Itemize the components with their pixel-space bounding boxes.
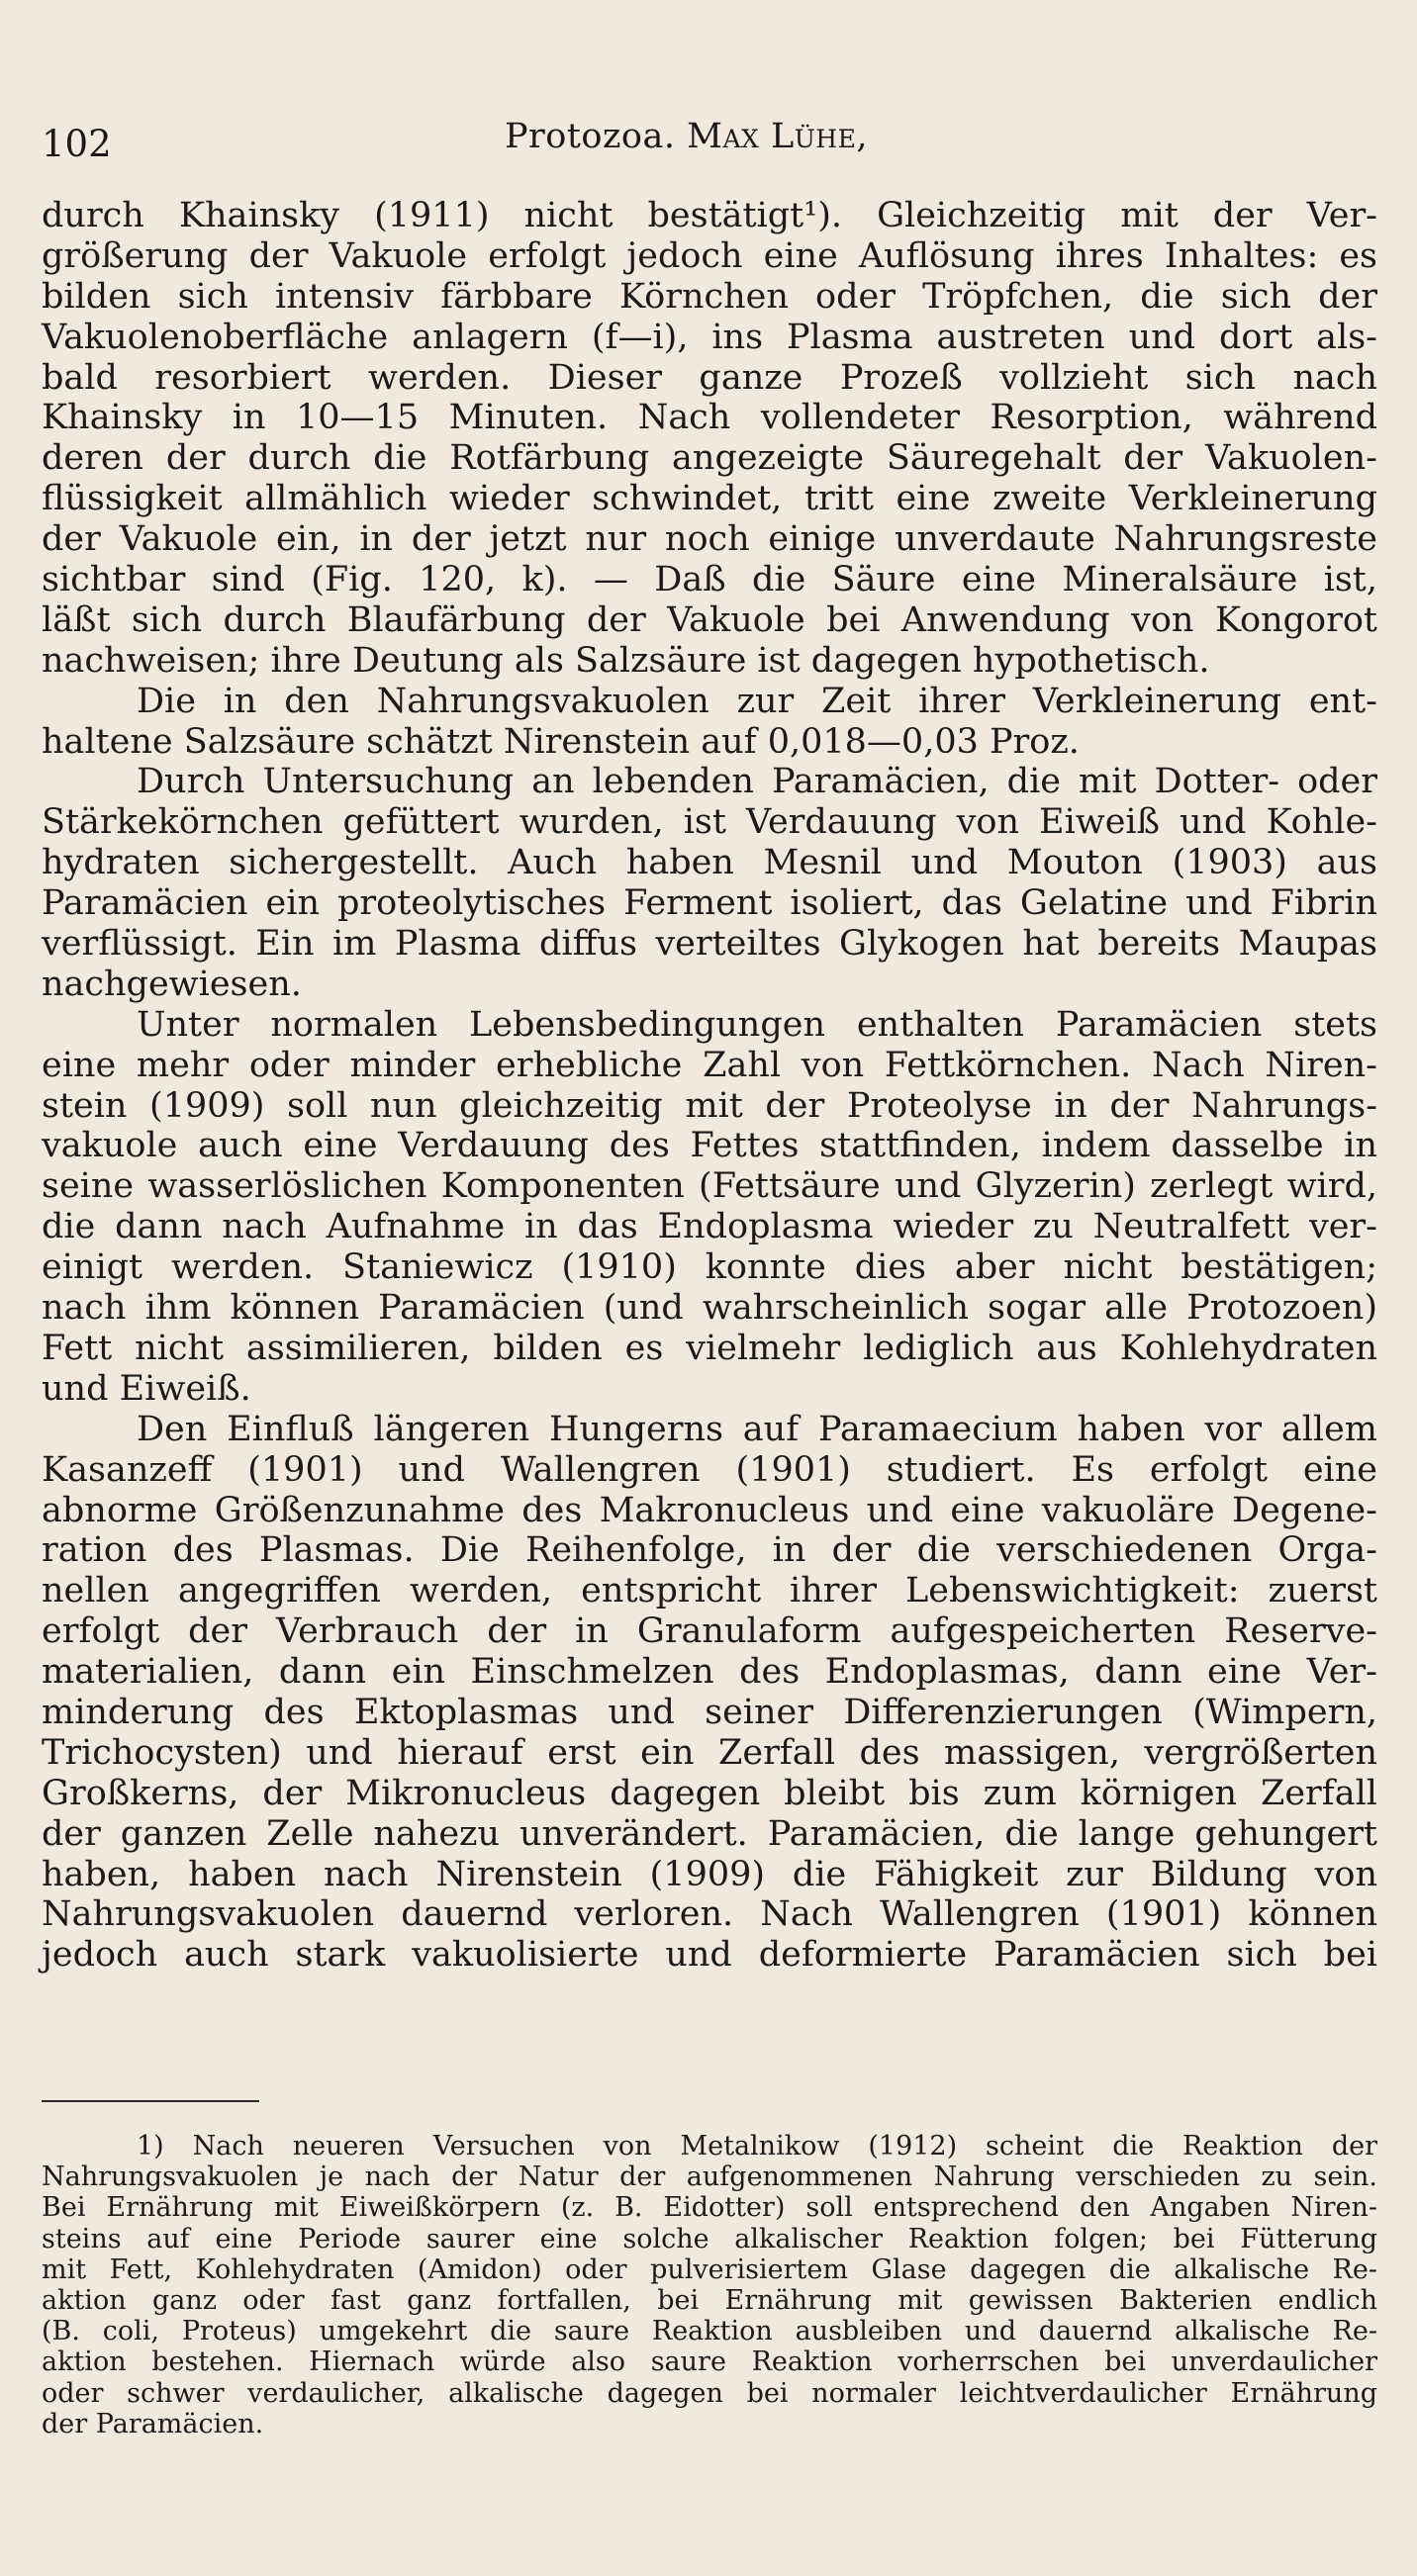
text-line: Paramäcien ein proteolytisches Ferment isoliert, das Gelatine und Fibrin	[42, 883, 1377, 924]
text-line: durch Khainsky (1911) nicht bestätigt¹). Gleichzeitig mit der Ver-	[42, 196, 1377, 235]
text-line: der Vakuole ein, in der jetzt nur noch einige unverdaute Nahrungsreste	[42, 519, 1377, 560]
footnote-line: Bei Ernährung mit Eiweißkörpern (z. B. Eidotter) soll entsprechend den Angaben Niren-	[42, 2192, 1377, 2224]
footnote-line: steins auf eine Periode saurer eine solche alkalischer Reaktion folgen; bei Fütterung	[42, 2223, 1377, 2254]
text-line: und Eiweiß.	[42, 1368, 251, 1409]
text-line: haben, haben nach Nirenstein (1909) die Fähigkeit zur Bildung von	[42, 1854, 1377, 1894]
text-line: Khainsky in 10—15 Minuten. Nach vollendeter Resorption, während	[42, 398, 1377, 438]
text-line: Nahrungsvakuolen dauernd verloren. Nach Wallengren (1901) können	[42, 1894, 1377, 1935]
footnote-line: aktion bestehen. Hiernach würde also saure Reaktion vorherrschen bei unverdaulicher	[42, 2346, 1377, 2378]
footnote-line: mit Fett, Kohlehydraten (Amidon) oder pulverisiertem Glase dagegen die alkalische Re-	[42, 2254, 1377, 2285]
text-line: Trichocysten) und hierauf erst ein Zerfall des massigen, vergrößerten	[42, 1732, 1377, 1773]
text-line: der ganzen Zelle nahezu unverändert. Paramäcien, die lange gehungert	[42, 1813, 1377, 1854]
text-line: erfolgt der Verbrauch der in Granulaform aufgespeicherten Reserve-	[42, 1611, 1377, 1652]
text-line: die dann nach Aufnahme in das Endoplasma wieder zu Neutralfett ver-	[42, 1207, 1377, 1247]
text-line: Kasanzeff (1901) und Wallengren (1901) studiert. Es erfolgt eine	[42, 1449, 1377, 1490]
text-line: Stärkekörnchen gefüttert wurden, ist Verdauung von Eiweiß und Kohle-	[42, 802, 1377, 843]
text-line: nachgewiesen.	[42, 964, 302, 1004]
text-line: einigt werden. Staniewicz (1910) konnte dies aber nicht bestätigen;	[42, 1247, 1377, 1288]
footnote-line: 1) Nach neueren Versuchen von Metalnikow (1912) scheint die Reaktion der	[137, 2131, 1377, 2162]
text-line: Den Einfluß längeren Hungerns auf Paramaecium haben vor allem	[137, 1409, 1377, 1449]
running-title-author: Max Lühe,	[687, 117, 868, 156]
text-line: nachweisen; ihre Deutung als Salzsäure ist dagegen hypothetisch.	[42, 640, 1210, 681]
text-line: bilden sich intensiv färbbare Körnchen oder Tröpfchen, die sich der	[42, 276, 1377, 317]
footnotes	[42, 2131, 1377, 2439]
text-line: jedoch auch stark vakuolisierte und deformierte Paramäcien sich bei	[42, 1935, 1377, 1976]
footnote-line: der Paramäcien.	[42, 2408, 264, 2439]
footnote-line: Nahrungsvakuolen je nach der Natur der aufgenommenen Nahrung verschieden zu sein.	[42, 2162, 1377, 2193]
text-line: Fett nicht assimilieren, bilden es vielmehr lediglich aus Kohlehydraten	[42, 1328, 1377, 1368]
text-line: ration des Plasmas. Die Reihenfolge, in der die verschiedenen Orga-	[42, 1530, 1377, 1571]
text-line: Durch Untersuchung an lebenden Paramäcien, die mit Dotter- oder	[137, 762, 1377, 802]
page-number: 102	[42, 123, 112, 165]
text-line: hydraten sichergestellt. Auch haben Mesnil und Mouton (1903) aus	[42, 843, 1377, 883]
text-line: sichtbar sind (Fig. 120, k). — Daß die Säure eine Mineralsäure ist,	[42, 560, 1377, 600]
text-line: flüssigkeit allmählich wieder schwindet, tritt eine zweite Verkleinerung	[42, 479, 1377, 519]
page-header	[42, 117, 1377, 176]
text-line: nellen angegriffen werden, entspricht ihrer Lebenswichtigkeit: zuerst	[42, 1571, 1377, 1611]
footnote-line: oder schwer verdaulicher, alkalische dagegen bei normaler leichtverdaulicher Ernährung	[42, 2377, 1377, 2409]
text-line: läßt sich durch Blaufärbung der Vakuole bei Anwendung von Kongorot	[42, 599, 1377, 640]
text-line: haltene Salzsäure schätzt Nirenstein auf 0,018—0,03 Proz.	[42, 721, 1080, 762]
text-line: bald resorbiert werden. Dieser ganze Prozeß vollzieht sich nach	[42, 357, 1377, 398]
text-line: verflüssigt. Ein im Plasma diffus verteiltes Glykogen hat bereits Maupas	[42, 924, 1377, 965]
footnote-divider	[42, 2100, 259, 2102]
text-line: vakuole auch eine Verdauung des Fettes stattfinden, indem dasselbe in	[42, 1126, 1377, 1166]
text-line: abnorme Größenzunahme des Makronucleus und eine vakuoläre Degene-	[42, 1490, 1377, 1530]
text-line: Unter normalen Lebensbedingungen enthalten Paramäcien stets	[137, 1004, 1377, 1045]
text-line: stein (1909) soll nun gleichzeitig mit der Proteolyse in der Nahrungs-	[42, 1085, 1377, 1126]
text-line: Vakuolenoberfläche anlagern (f—i), ins Plasma austreten und dort als-	[42, 317, 1377, 357]
footnote-line: aktion ganz oder fast ganz fortfallen, bei Ernährung mit gewissen Bakterien endlich	[42, 2284, 1377, 2316]
text-line: eine mehr oder minder erhebliche Zahl von Fettkörnchen. Nach Niren-	[42, 1045, 1377, 1085]
text-line: seine wasserlöslichen Komponenten (Fettsäure und Glyzerin) zerlegt wird,	[42, 1166, 1377, 1207]
text-line: nach ihm können Paramäcien (und wahrscheinlich sogar alle Protozoen)	[42, 1288, 1377, 1329]
main-text	[42, 196, 1377, 1976]
text-line: minderung des Ektoplasmas und seiner Differenzierungen (Wimpern,	[42, 1692, 1377, 1732]
footnote-line: (B. coli, Proteus) umgekehrt die saure Reaktion ausbleiben und dauernd alkalische Re-	[42, 2316, 1377, 2347]
text-line: Die in den Nahrungsvakuolen zur Zeit ihrer Verkleinerung ent-	[137, 681, 1377, 721]
running-title	[505, 117, 868, 156]
text-line: deren der durch die Rotfärbung angezeigte Säuregehalt der Vakuolen-	[42, 438, 1377, 479]
text-line: Großkerns, der Mikronucleus dagegen bleibt bis zum körnigen Zerfall	[42, 1773, 1377, 1813]
text-line: größerung der Vakuole erfolgt jedoch eine Auflösung ihres Inhaltes: es	[42, 235, 1377, 276]
text-line: materialien, dann ein Einschmelzen des Endoplasmas, dann eine Ver-	[42, 1652, 1377, 1693]
running-title-text: Protozoa.	[505, 117, 676, 156]
